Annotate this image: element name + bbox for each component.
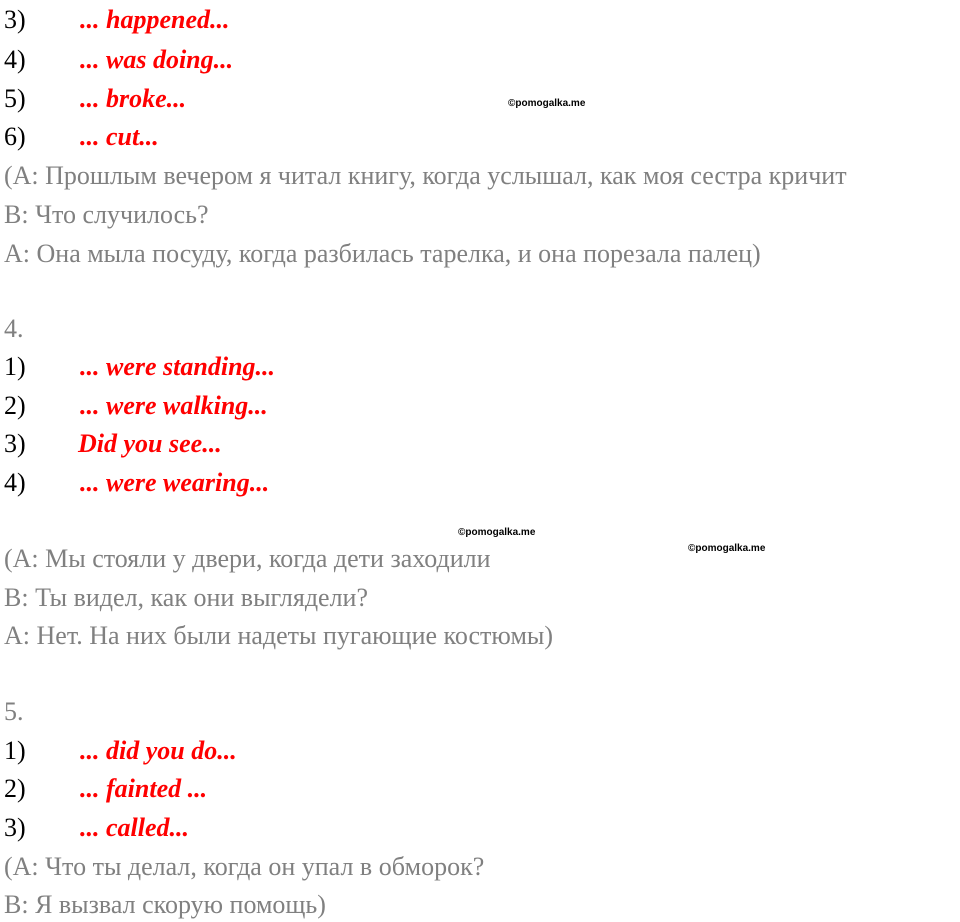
answer-text: ... broke... [80,84,187,113]
answer-text: ... were walking... [80,391,268,420]
item-number: 2) [4,391,26,420]
watermark-text: ©pomogalka.me [458,527,536,538]
translation-line: В: Я вызвал скорую помощь) [4,890,326,919]
item-number: 4) [4,45,26,74]
item-number: 3) [4,813,26,842]
section-heading: 5. [4,697,24,726]
answer-text: ... cut... [80,122,159,151]
answer-text: Did you see... [78,429,222,458]
translation-line: (А: Что ты делал, когда он упал в обморок? [4,852,485,881]
section-heading: 4. [4,314,24,343]
translation-line: В: Что случилось? [4,200,209,229]
item-number: 4) [4,468,26,497]
item-number: 6) [4,122,26,151]
answer-text: ... called... [80,813,190,842]
answer-text: ... were wearing... [80,468,270,497]
translation-line: (А: Прошлым вечером я читал книгу, когда услышал, как моя сестра кричит [4,161,847,190]
item-number: 1) [4,352,26,381]
answer-text: ... happened... [80,5,230,34]
translation-line: А: Нет. На них были надеты пугающие костюмы) [4,621,554,650]
answer-text: ... was doing... [80,45,234,74]
item-number: 2) [4,774,26,803]
answer-text: ... did you do... [80,736,237,765]
watermark-text: ©pomogalka.me [688,543,766,554]
item-number: 3) [4,429,26,458]
answer-text: ... fainted ... [80,774,208,803]
translation-line: А: Она мыла посуду, когда разбилась тарелка, и она порезала палец) [4,239,761,268]
answer-text: ... were standing... [80,352,276,381]
item-number: 1) [4,736,26,765]
item-number: 5) [4,84,26,113]
item-number: 3) [4,5,26,34]
translation-line: (А: Мы стояли у двери, когда дети заходили [4,544,491,573]
translation-line: В: Ты видел, как они выглядели? [4,583,369,612]
watermark-text: ©pomogalka.me [508,98,586,109]
